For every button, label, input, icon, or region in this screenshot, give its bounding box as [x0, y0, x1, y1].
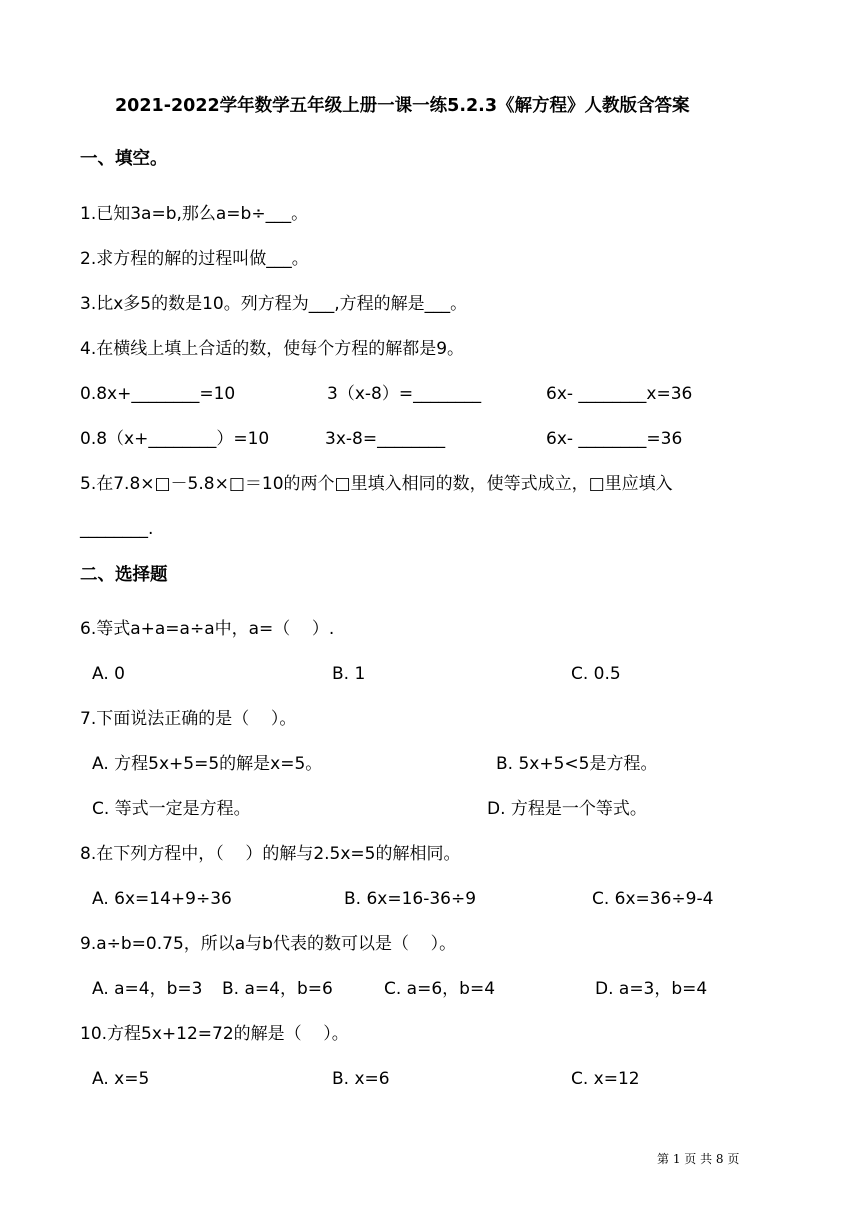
q7-option-d: D. 方程是一个等式。	[487, 799, 647, 819]
q9-option-c: C. a=6，b=4	[384, 979, 496, 999]
q7-option-a: A. 方程5x+5=5的解是x=5。	[92, 754, 323, 774]
q8-option-a: A. 6x=14+9÷36	[92, 889, 232, 909]
question-5: 5.在7.8×□－5.8×□＝10的两个□里填入相同的数，使等式成立，□里应填入	[80, 474, 673, 494]
question-9: 9.a÷b=0.75，所以a与b代表的数可以是（ ）。	[80, 934, 457, 954]
q4-equation: 0.8（x+________）=10	[80, 429, 270, 449]
q10-option-b: B. x=6	[332, 1069, 390, 1089]
q7-option-c: C. 等式一定是方程。	[92, 799, 251, 819]
q6-option-c: C. 0.5	[571, 664, 621, 684]
q6-option-b: B. 1	[332, 664, 366, 684]
q4-equation: 6x- ________x=36	[546, 384, 693, 404]
q4-equation: 0.8x+________=10	[80, 384, 236, 404]
q4-equation: 3x-8=________	[325, 429, 446, 449]
question-6: 6.等式a+a=a÷a中，a=（ ）.	[80, 619, 335, 639]
question-3: 3.比x多5的数是10。列方程为___,方程的解是___。	[80, 294, 468, 314]
q9-option-d: D. a=3，b=4	[595, 979, 708, 999]
question-2: 2.求方程的解的过程叫做___。	[80, 249, 309, 269]
q7-option-b: B. 5x+5<5是方程。	[496, 754, 658, 774]
question-10: 10.方程5x+12=72的解是（ ）。	[80, 1024, 349, 1044]
q10-option-a: A. x=5	[92, 1069, 150, 1089]
question-5-blank: ________.	[80, 519, 154, 539]
question-4: 4.在横线上填上合适的数，使每个方程的解都是9。	[80, 339, 465, 359]
q10-option-c: C. x=12	[571, 1069, 640, 1089]
q4-equation: 6x- ________=36	[546, 429, 683, 449]
question-7: 7.下面说法正确的是（ ）。	[80, 709, 297, 729]
q8-option-b: B. 6x=16-36÷9	[344, 889, 477, 909]
section-heading-multiple-choice: 二、选择题	[80, 565, 168, 585]
section-heading-fill-blank: 一、填空。	[80, 149, 168, 169]
page-number-footer: 第 1 页 共 8 页	[657, 1152, 740, 1166]
q4-equation: 3（x-8）=________	[327, 384, 482, 404]
q8-option-c: C. 6x=36÷9-4	[592, 889, 714, 909]
q9-option-a: A. a=4，b=3	[92, 979, 203, 999]
page-title: 2021-2022学年数学五年级上册一课一练5.2.3《解方程》人教版含答案	[115, 96, 690, 116]
question-8: 8.在下列方程中，（ ）的解与2.5x=5的解相同。	[80, 844, 461, 864]
q9-option-b: B. a=4，b=6	[222, 979, 333, 999]
q6-option-a: A. 0	[92, 664, 125, 684]
question-1: 1.已知3a=b,那么a=b÷___。	[80, 204, 309, 224]
